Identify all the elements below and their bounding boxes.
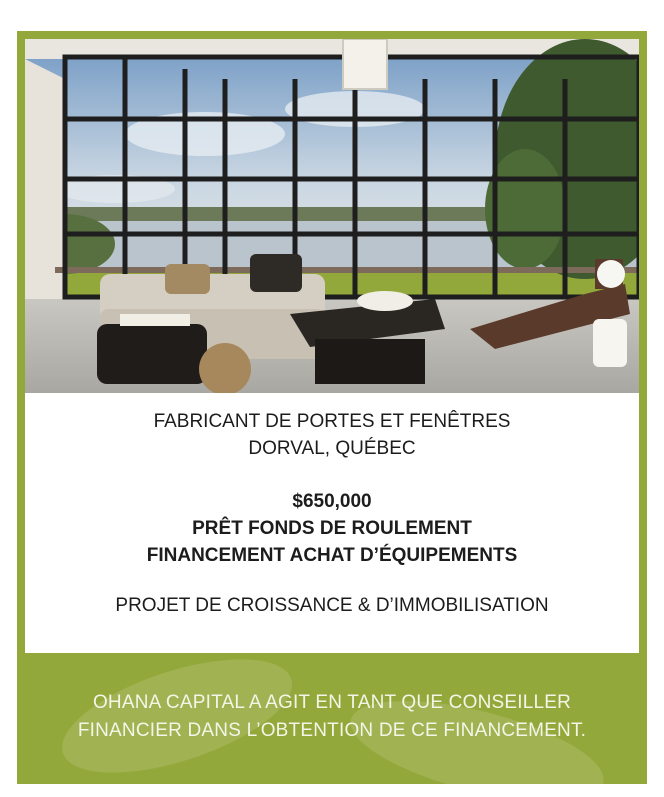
deal-details-panel bbox=[25, 393, 639, 653]
deal-card bbox=[17, 31, 647, 784]
project-purpose: PROJET DE CROISSANCE & D’IMMOBILISATION bbox=[115, 595, 549, 616]
advisor-statement-line-1: OHANA CAPITAL A AGIT EN TANT QUE CONSEILLER bbox=[92, 692, 572, 713]
living-room-photo bbox=[25, 39, 639, 393]
company-description: FABRICANT DE PORTES ET FENÊTRES bbox=[153, 411, 511, 432]
deal-type-1: PRÊT FONDS DE ROULEMENT bbox=[192, 518, 472, 539]
advisor-statement-line-2: FINANCIER DANS L’OBTENTION DE CE FINANCEMENT. bbox=[77, 720, 587, 741]
company-location: DORVAL, QUÉBEC bbox=[248, 438, 416, 459]
advisor-statement bbox=[17, 689, 647, 745]
deal-amount: $650,000 bbox=[292, 491, 372, 512]
deal-type-2: FINANCEMENT ACHAT D’ÉQUIPEMENTS bbox=[146, 545, 518, 566]
